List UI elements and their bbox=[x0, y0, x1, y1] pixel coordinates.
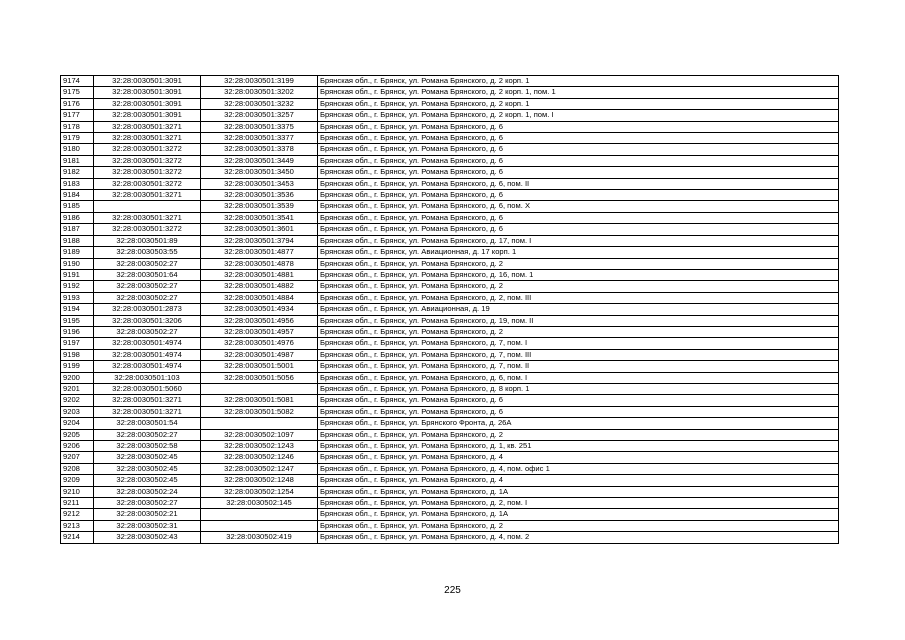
parent-cadastral-number-cell: 32:28:0030502:45 bbox=[94, 452, 201, 463]
cadastral-number-cell: 32:28:0030501:4987 bbox=[201, 349, 318, 360]
cadastral-number-cell: 32:28:0030501:3378 bbox=[201, 144, 318, 155]
cadastral-number-cell bbox=[201, 418, 318, 429]
parent-cadastral-number-cell: 32:28:0030501:3091 bbox=[94, 76, 201, 87]
table-row bbox=[61, 121, 839, 132]
registry-table bbox=[60, 75, 839, 544]
row-number-cell: 9174 bbox=[61, 76, 94, 87]
cadastral-number-cell: 32:28:0030502:145 bbox=[201, 498, 318, 509]
parent-cadastral-number-cell: 32:28:0030501:3272 bbox=[94, 224, 201, 235]
row-number-cell: 9205 bbox=[61, 429, 94, 440]
parent-cadastral-number-cell: 32:28:0030501:3271 bbox=[94, 406, 201, 417]
registry-table-container bbox=[60, 75, 839, 544]
address-cell: Брянская обл., г. Брянск, ул. Романа Брянского, д. 4, пом. 2 bbox=[318, 532, 839, 543]
address-cell: Брянская обл., г. Брянск, ул. Романа Брянского, д. 6 bbox=[318, 144, 839, 155]
table-row bbox=[61, 441, 839, 452]
row-number-cell: 9196 bbox=[61, 326, 94, 337]
parent-cadastral-number-cell: 32:28:0030501:103 bbox=[94, 372, 201, 383]
address-cell: Брянская обл., г. Брянск, ул. Романа Брянского, д. 2 bbox=[318, 258, 839, 269]
row-number-cell: 9189 bbox=[61, 247, 94, 258]
parent-cadastral-number-cell: 32:28:0030501:54 bbox=[94, 418, 201, 429]
table-row bbox=[61, 224, 839, 235]
cadastral-number-cell: 32:28:0030501:4881 bbox=[201, 269, 318, 280]
row-number-cell: 9211 bbox=[61, 498, 94, 509]
address-cell: Брянская обл., г. Брянск, ул. Романа Брянского, д. 2 bbox=[318, 429, 839, 440]
row-number-cell: 9206 bbox=[61, 441, 94, 452]
parent-cadastral-number-cell: 32:28:0030501:89 bbox=[94, 235, 201, 246]
address-cell: Брянская обл., г. Брянск, ул. Романа Брянского, д. 4 bbox=[318, 452, 839, 463]
parent-cadastral-number-cell: 32:28:0030501:5060 bbox=[94, 383, 201, 394]
address-cell: Брянская обл., г. Брянск, ул. Романа Брянского, д. 2 bbox=[318, 326, 839, 337]
address-cell: Брянская обл., г. Брянск, ул. Романа Брянского, д. 6 bbox=[318, 167, 839, 178]
address-cell: Брянская обл., г. Брянск, ул. Романа Брянского, д. 6 bbox=[318, 406, 839, 417]
row-number-cell: 9197 bbox=[61, 338, 94, 349]
table-row bbox=[61, 315, 839, 326]
cadastral-number-cell: 32:28:0030501:3375 bbox=[201, 121, 318, 132]
address-cell: Брянская обл., г. Брянск, ул. Авиационная, д. 17 корп. 1 bbox=[318, 247, 839, 258]
table-row bbox=[61, 87, 839, 98]
cadastral-number-cell: 32:28:0030501:4877 bbox=[201, 247, 318, 258]
table-row bbox=[61, 395, 839, 406]
parent-cadastral-number-cell: 32:28:0030501:3272 bbox=[94, 178, 201, 189]
row-number-cell: 9187 bbox=[61, 224, 94, 235]
table-row bbox=[61, 452, 839, 463]
cadastral-number-cell: 32:28:0030501:3232 bbox=[201, 98, 318, 109]
row-number-cell: 9178 bbox=[61, 121, 94, 132]
address-cell: Брянская обл., г. Брянск, ул. Романа Брянского, д. 6 bbox=[318, 155, 839, 166]
parent-cadastral-number-cell: 32:28:0030502:45 bbox=[94, 475, 201, 486]
table-row bbox=[61, 133, 839, 144]
cadastral-number-cell: 32:28:0030501:3450 bbox=[201, 167, 318, 178]
address-cell: Брянская обл., г. Брянск, ул. Романа Брянского, д. 2 корп. 1, пом. I bbox=[318, 110, 839, 121]
parent-cadastral-number-cell: 32:28:0030502:27 bbox=[94, 281, 201, 292]
table-row bbox=[61, 98, 839, 109]
row-number-cell: 9213 bbox=[61, 520, 94, 531]
cadastral-number-cell: 32:28:0030501:5082 bbox=[201, 406, 318, 417]
address-cell: Брянская обл., г. Брянск, ул. Романа Брянского, д. 7, пом. I bbox=[318, 338, 839, 349]
parent-cadastral-number-cell: 32:28:0030502:27 bbox=[94, 292, 201, 303]
table-row bbox=[61, 247, 839, 258]
cadastral-number-cell: 32:28:0030501:3202 bbox=[201, 87, 318, 98]
address-cell: Брянская обл., г. Брянск, ул. Романа Брянского, д. 2, пом. I bbox=[318, 498, 839, 509]
cadastral-number-cell: 32:28:0030502:1247 bbox=[201, 463, 318, 474]
address-cell: Брянская обл., г. Брянск, ул. Романа Брянского, д. 2 корп. 1 bbox=[318, 98, 839, 109]
row-number-cell: 9192 bbox=[61, 281, 94, 292]
row-number-cell: 9208 bbox=[61, 463, 94, 474]
address-cell: Брянская обл., г. Брянск, ул. Романа Брянского, д. 1А bbox=[318, 486, 839, 497]
table-row bbox=[61, 338, 839, 349]
parent-cadastral-number-cell: 32:28:0030502:27 bbox=[94, 498, 201, 509]
cadastral-number-cell: 32:28:0030502:1097 bbox=[201, 429, 318, 440]
address-cell: Брянская обл., г. Брянск, ул. Романа Брянского, д. 17, пом. I bbox=[318, 235, 839, 246]
parent-cadastral-number-cell: 32:28:0030502:45 bbox=[94, 463, 201, 474]
parent-cadastral-number-cell: 32:28:0030502:27 bbox=[94, 326, 201, 337]
row-number-cell: 9195 bbox=[61, 315, 94, 326]
row-number-cell: 9177 bbox=[61, 110, 94, 121]
row-number-cell: 9176 bbox=[61, 98, 94, 109]
address-cell: Брянская обл., г. Брянск, ул. Романа Брянского, д. 4 bbox=[318, 475, 839, 486]
row-number-cell: 9188 bbox=[61, 235, 94, 246]
table-row bbox=[61, 509, 839, 520]
address-cell: Брянская обл., г. Брянск, ул. Романа Брянского, д. 1А bbox=[318, 509, 839, 520]
table-row bbox=[61, 372, 839, 383]
parent-cadastral-number-cell bbox=[94, 201, 201, 212]
table-row bbox=[61, 155, 839, 166]
cadastral-number-cell: 32:28:0030501:4976 bbox=[201, 338, 318, 349]
address-cell: Брянская обл., г. Брянск, ул. Романа Брянского, д. 2 корп. 1 bbox=[318, 76, 839, 87]
table-row bbox=[61, 190, 839, 201]
address-cell: Брянская обл., г. Брянск, ул. Романа Брянского, д. 7, пом. III bbox=[318, 349, 839, 360]
cadastral-number-cell: 32:28:0030502:1246 bbox=[201, 452, 318, 463]
address-cell: Брянская обл., г. Брянск, ул. Романа Брянского, д. 6 bbox=[318, 224, 839, 235]
row-number-cell: 9186 bbox=[61, 212, 94, 223]
address-cell: Брянская обл., г. Брянск, ул. Романа Брянского, д. 6, пом. I bbox=[318, 372, 839, 383]
table-row bbox=[61, 383, 839, 394]
parent-cadastral-number-cell: 32:28:0030501:3271 bbox=[94, 133, 201, 144]
table-row bbox=[61, 178, 839, 189]
address-cell: Брянская обл., г. Брянск, ул. Брянского Фронта, д. 26А bbox=[318, 418, 839, 429]
row-number-cell: 9191 bbox=[61, 269, 94, 280]
table-row bbox=[61, 144, 839, 155]
cadastral-number-cell: 32:28:0030501:3794 bbox=[201, 235, 318, 246]
row-number-cell: 9198 bbox=[61, 349, 94, 360]
table-row bbox=[61, 201, 839, 212]
address-cell: Брянская обл., г. Брянск, ул. Романа Брянского, д. 6 bbox=[318, 212, 839, 223]
parent-cadastral-number-cell: 32:28:0030502:21 bbox=[94, 509, 201, 520]
address-cell: Брянская обл., г. Брянск, ул. Авиационная, д. 19 bbox=[318, 304, 839, 315]
cadastral-number-cell: 32:28:0030501:3377 bbox=[201, 133, 318, 144]
row-number-cell: 9194 bbox=[61, 304, 94, 315]
cadastral-number-cell: 32:28:0030501:3536 bbox=[201, 190, 318, 201]
row-number-cell: 9185 bbox=[61, 201, 94, 212]
address-cell: Брянская обл., г. Брянск, ул. Романа Брянского, д. 2 bbox=[318, 520, 839, 531]
row-number-cell: 9207 bbox=[61, 452, 94, 463]
cadastral-number-cell: 32:28:0030501:5001 bbox=[201, 361, 318, 372]
table-row bbox=[61, 429, 839, 440]
cadastral-number-cell: 32:28:0030501:4882 bbox=[201, 281, 318, 292]
table-row bbox=[61, 406, 839, 417]
parent-cadastral-number-cell: 32:28:0030501:64 bbox=[94, 269, 201, 280]
row-number-cell: 9200 bbox=[61, 372, 94, 383]
cadastral-number-cell: 32:28:0030502:1254 bbox=[201, 486, 318, 497]
parent-cadastral-number-cell: 32:28:0030501:4974 bbox=[94, 338, 201, 349]
address-cell: Брянская обл., г. Брянск, ул. Романа Брянского, д. 16, пом. 1 bbox=[318, 269, 839, 280]
row-number-cell: 9180 bbox=[61, 144, 94, 155]
parent-cadastral-number-cell: 32:28:0030501:3091 bbox=[94, 98, 201, 109]
cadastral-number-cell: 32:28:0030501:5081 bbox=[201, 395, 318, 406]
table-row bbox=[61, 532, 839, 543]
table-row bbox=[61, 361, 839, 372]
row-number-cell: 9181 bbox=[61, 155, 94, 166]
row-number-cell: 9203 bbox=[61, 406, 94, 417]
row-number-cell: 9175 bbox=[61, 87, 94, 98]
parent-cadastral-number-cell: 32:28:0030503:55 bbox=[94, 247, 201, 258]
table-row bbox=[61, 167, 839, 178]
row-number-cell: 9214 bbox=[61, 532, 94, 543]
address-cell: Брянская обл., г. Брянск, ул. Романа Брянского, д. 6 bbox=[318, 190, 839, 201]
table-row bbox=[61, 475, 839, 486]
cadastral-number-cell: 32:28:0030501:3541 bbox=[201, 212, 318, 223]
cadastral-number-cell: 32:28:0030501:3449 bbox=[201, 155, 318, 166]
table-row bbox=[61, 212, 839, 223]
address-cell: Брянская обл., г. Брянск, ул. Романа Брянского, д. 6 bbox=[318, 395, 839, 406]
parent-cadastral-number-cell: 32:28:0030501:4974 bbox=[94, 349, 201, 360]
parent-cadastral-number-cell: 32:28:0030502:31 bbox=[94, 520, 201, 531]
cadastral-number-cell: 32:28:0030501:5056 bbox=[201, 372, 318, 383]
address-cell: Брянская обл., г. Брянск, ул. Романа Брянского, д. 6, пом. II bbox=[318, 178, 839, 189]
cadastral-number-cell: 32:28:0030502:419 bbox=[201, 532, 318, 543]
row-number-cell: 9209 bbox=[61, 475, 94, 486]
row-number-cell: 9210 bbox=[61, 486, 94, 497]
parent-cadastral-number-cell: 32:28:0030501:3271 bbox=[94, 212, 201, 223]
table-row bbox=[61, 304, 839, 315]
row-number-cell: 9202 bbox=[61, 395, 94, 406]
cadastral-number-cell: 32:28:0030502:1243 bbox=[201, 441, 318, 452]
parent-cadastral-number-cell: 32:28:0030501:3206 bbox=[94, 315, 201, 326]
parent-cadastral-number-cell: 32:28:0030501:3272 bbox=[94, 144, 201, 155]
cadastral-number-cell: 32:28:0030501:3601 bbox=[201, 224, 318, 235]
parent-cadastral-number-cell: 32:28:0030501:4974 bbox=[94, 361, 201, 372]
registry-table-body bbox=[61, 76, 839, 544]
cadastral-number-cell bbox=[201, 509, 318, 520]
row-number-cell: 9183 bbox=[61, 178, 94, 189]
row-number-cell: 9184 bbox=[61, 190, 94, 201]
table-row bbox=[61, 418, 839, 429]
cadastral-number-cell: 32:28:0030501:3453 bbox=[201, 178, 318, 189]
parent-cadastral-number-cell: 32:28:0030501:3091 bbox=[94, 87, 201, 98]
parent-cadastral-number-cell: 32:28:0030502:27 bbox=[94, 429, 201, 440]
address-cell: Брянская обл., г. Брянск, ул. Романа Брянского, д. 6 bbox=[318, 133, 839, 144]
address-cell: Брянская обл., г. Брянск, ул. Романа Брянского, д. 2 bbox=[318, 281, 839, 292]
table-row bbox=[61, 235, 839, 246]
row-number-cell: 9182 bbox=[61, 167, 94, 178]
table-row bbox=[61, 76, 839, 87]
table-row bbox=[61, 292, 839, 303]
cadastral-number-cell: 32:28:0030501:4957 bbox=[201, 326, 318, 337]
row-number-cell: 9190 bbox=[61, 258, 94, 269]
table-row bbox=[61, 349, 839, 360]
parent-cadastral-number-cell: 32:28:0030502:43 bbox=[94, 532, 201, 543]
address-cell: Брянская обл., г. Брянск, ул. Романа Брянского, д. 6 bbox=[318, 121, 839, 132]
table-row bbox=[61, 486, 839, 497]
parent-cadastral-number-cell: 32:28:0030502:24 bbox=[94, 486, 201, 497]
address-cell: Брянская обл., г. Брянск, ул. Романа Брянского, д. 4, пом. офис 1 bbox=[318, 463, 839, 474]
page-number: 225 bbox=[444, 585, 461, 596]
parent-cadastral-number-cell: 32:28:0030501:3271 bbox=[94, 395, 201, 406]
address-cell: Брянская обл., г. Брянск, ул. Романа Брянского, д. 7, пом. II bbox=[318, 361, 839, 372]
address-cell: Брянская обл., г. Брянск, ул. Романа Брянского, д. 8 корп. 1 bbox=[318, 383, 839, 394]
table-row bbox=[61, 258, 839, 269]
parent-cadastral-number-cell: 32:28:0030501:3271 bbox=[94, 190, 201, 201]
address-cell: Брянская обл., г. Брянск, ул. Романа Брянского, д. 2 корп. 1, пом. 1 bbox=[318, 87, 839, 98]
row-number-cell: 9204 bbox=[61, 418, 94, 429]
row-number-cell: 9199 bbox=[61, 361, 94, 372]
parent-cadastral-number-cell: 32:28:0030501:3271 bbox=[94, 121, 201, 132]
row-number-cell: 9201 bbox=[61, 383, 94, 394]
cadastral-number-cell: 32:28:0030501:3257 bbox=[201, 110, 318, 121]
cadastral-number-cell: 32:28:0030501:4884 bbox=[201, 292, 318, 303]
cadastral-number-cell: 32:28:0030501:4878 bbox=[201, 258, 318, 269]
table-row bbox=[61, 110, 839, 121]
cadastral-number-cell bbox=[201, 520, 318, 531]
parent-cadastral-number-cell: 32:28:0030501:2873 bbox=[94, 304, 201, 315]
parent-cadastral-number-cell: 32:28:0030502:27 bbox=[94, 258, 201, 269]
parent-cadastral-number-cell: 32:28:0030501:3272 bbox=[94, 155, 201, 166]
address-cell: Брянская обл., г. Брянск, ул. Романа Брянского, д. 6, пом. X bbox=[318, 201, 839, 212]
address-cell: Брянская обл., г. Брянск, ул. Романа Брянского, д. 1, кв. 251 bbox=[318, 441, 839, 452]
table-row bbox=[61, 520, 839, 531]
row-number-cell: 9212 bbox=[61, 509, 94, 520]
row-number-cell: 9193 bbox=[61, 292, 94, 303]
address-cell: Брянская обл., г. Брянск, ул. Романа Брянского, д. 2, пом. III bbox=[318, 292, 839, 303]
table-row bbox=[61, 281, 839, 292]
parent-cadastral-number-cell: 32:28:0030501:3272 bbox=[94, 167, 201, 178]
parent-cadastral-number-cell: 32:28:0030502:58 bbox=[94, 441, 201, 452]
cadastral-number-cell: 32:28:0030501:3539 bbox=[201, 201, 318, 212]
address-cell: Брянская обл., г. Брянск, ул. Романа Брянского, д. 19, пом. II bbox=[318, 315, 839, 326]
table-row bbox=[61, 498, 839, 509]
cadastral-number-cell: 32:28:0030501:4956 bbox=[201, 315, 318, 326]
cadastral-number-cell: 32:28:0030501:3199 bbox=[201, 76, 318, 87]
table-row bbox=[61, 463, 839, 474]
cadastral-number-cell: 32:28:0030501:4934 bbox=[201, 304, 318, 315]
cadastral-number-cell bbox=[201, 383, 318, 394]
cadastral-number-cell: 32:28:0030502:1248 bbox=[201, 475, 318, 486]
table-row bbox=[61, 326, 839, 337]
row-number-cell: 9179 bbox=[61, 133, 94, 144]
table-row bbox=[61, 269, 839, 280]
parent-cadastral-number-cell: 32:28:0030501:3091 bbox=[94, 110, 201, 121]
